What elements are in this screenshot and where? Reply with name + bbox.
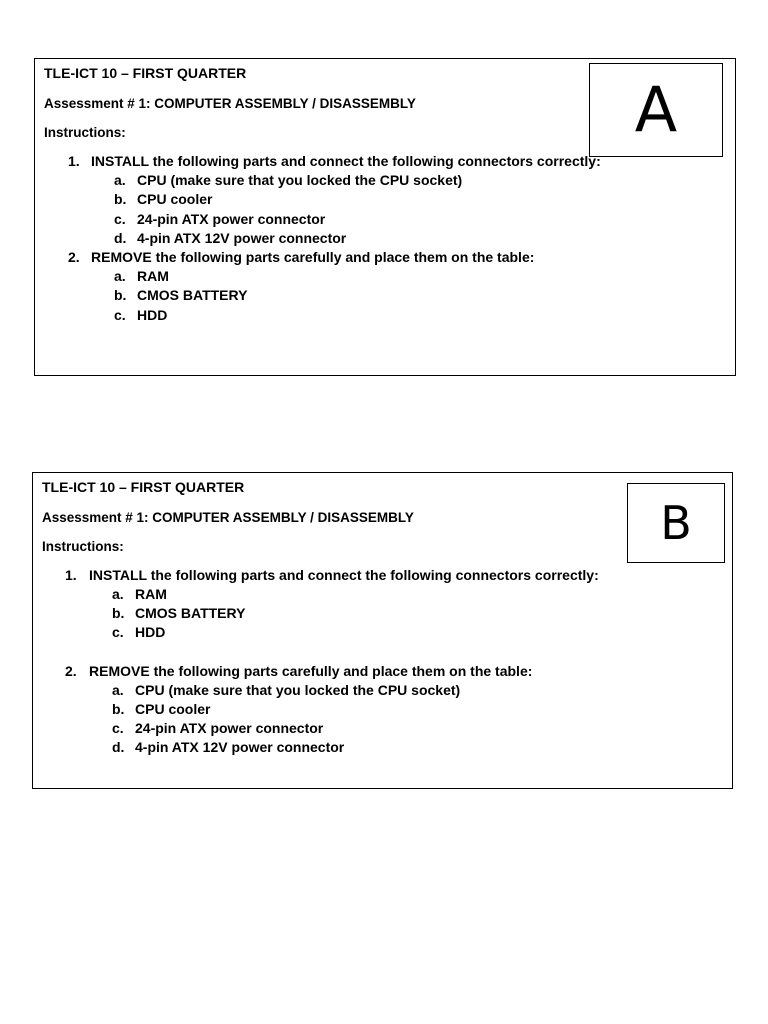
assessment-card-a [34, 58, 736, 376]
sub-item-text: 4-pin ATX 12V power connector [135, 739, 345, 755]
sub-item-letter: c. [114, 211, 126, 227]
sub-item-letter: a. [114, 172, 126, 188]
sub-item-letter: c. [114, 307, 126, 323]
item-text: REMOVE the following parts carefully and place them on the table: [91, 249, 535, 265]
sub-item-letter: b. [112, 701, 125, 717]
sub-item-text: RAM [137, 268, 169, 284]
item-text: INSTALL the following parts and connect the following connectors correctly: [91, 153, 601, 169]
sub-item-letter: a. [112, 682, 124, 698]
sub-item-text: CPU cooler [135, 701, 211, 717]
assessment-title: Assessment # 1: COMPUTER ASSEMBLY / DISASSEMBLY [44, 96, 416, 111]
sub-item-text: CPU cooler [137, 191, 213, 207]
item-number: 1. [65, 567, 77, 583]
sub-item-letter: b. [112, 605, 125, 621]
sub-item-text: 24-pin ATX power connector [135, 720, 324, 736]
sub-item-letter: a. [112, 586, 124, 602]
item-number: 2. [65, 663, 77, 679]
assessment-card-b [32, 472, 733, 789]
sub-item-text: CPU (make sure that you locked the CPU socket) [137, 172, 463, 188]
card-title: TLE-ICT 10 – FIRST QUARTER [44, 65, 247, 81]
sub-item-letter: c. [112, 720, 124, 736]
card-title: TLE-ICT 10 – FIRST QUARTER [42, 479, 245, 495]
set-letter-box: A [589, 63, 723, 157]
instructions-label: Instructions: [42, 539, 124, 554]
sub-item-letter: a. [114, 268, 126, 284]
instructions-label: Instructions: [44, 125, 126, 140]
sub-item-text: RAM [135, 586, 167, 602]
sub-item-letter: d. [114, 230, 127, 246]
sub-item-letter: c. [112, 624, 124, 640]
item-number: 1. [68, 153, 80, 169]
assessment-title: Assessment # 1: COMPUTER ASSEMBLY / DISASSEMBLY [42, 510, 414, 525]
sub-item-letter: b. [114, 287, 127, 303]
sub-item-text: CMOS BATTERY [135, 605, 246, 621]
sub-item-text: 4-pin ATX 12V power connector [137, 230, 347, 246]
sub-item-text: HDD [137, 307, 168, 323]
item-number: 2. [68, 249, 80, 265]
set-letter-box: B [627, 483, 725, 563]
item-text: INSTALL the following parts and connect the following connectors correctly: [89, 567, 599, 583]
sub-item-letter: d. [112, 739, 125, 755]
sub-item-text: HDD [135, 624, 166, 640]
sub-item-letter: b. [114, 191, 127, 207]
sub-item-text: 24-pin ATX power connector [137, 211, 326, 227]
sub-item-text: CMOS BATTERY [137, 287, 248, 303]
item-text: REMOVE the following parts carefully and place them on the table: [89, 663, 533, 679]
sub-item-text: CPU (make sure that you locked the CPU socket) [135, 682, 461, 698]
